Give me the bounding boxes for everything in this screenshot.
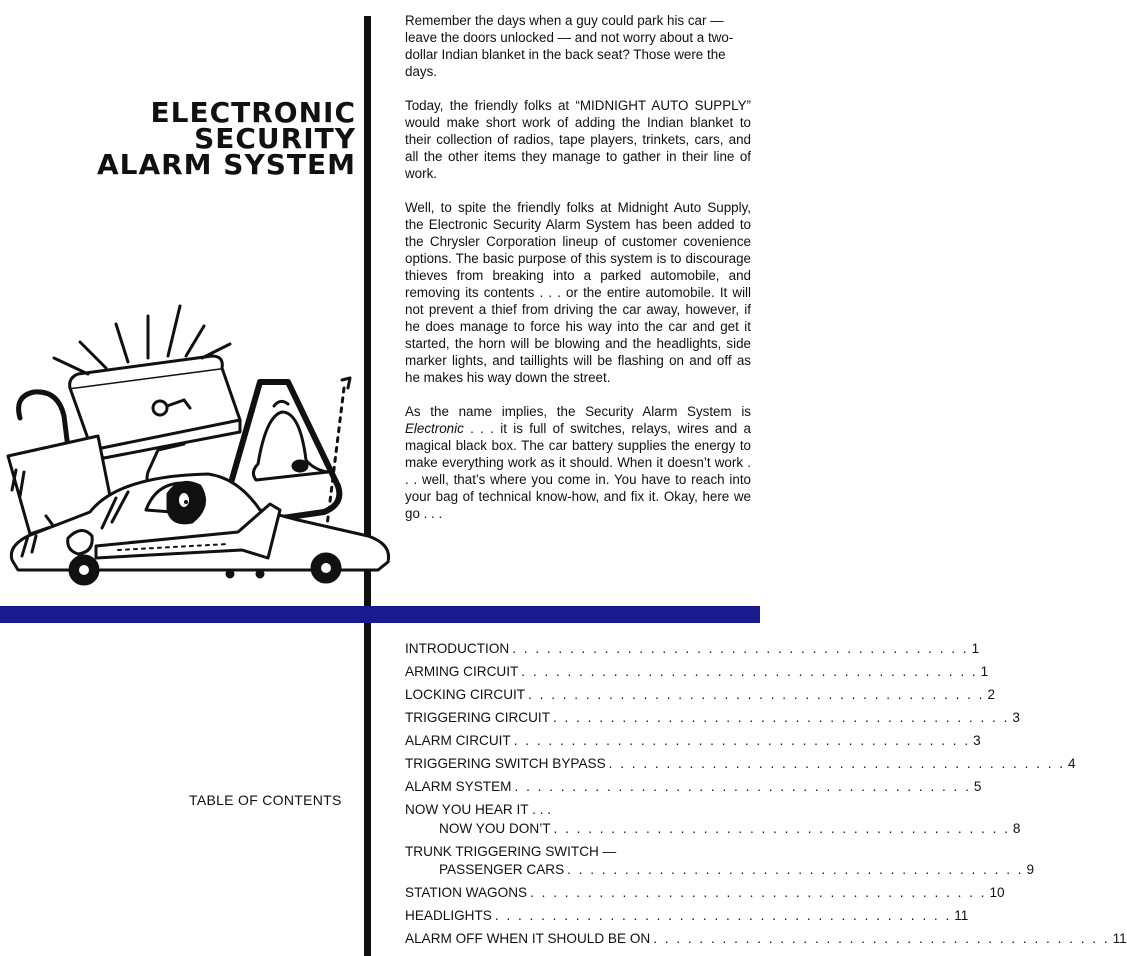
toc-row — [405, 820, 1021, 839]
toc-row — [405, 907, 969, 926]
toc-leader-dots: . . . . . . . . . . . . . . . . . . . . . . . . . . . . . . . . . . . . . . . . — [514, 779, 971, 794]
toc-page-number: 2 — [987, 687, 996, 702]
toc-leader-dots: . . . . . . . . . . . . . . . . . . . . . . . . . . . . . . . . . . . . . . . . — [521, 664, 978, 679]
toc-entry-title: ALARM OFF WHEN IT SHOULD BE ON — [405, 931, 651, 946]
toc-leader-dots: . . . . . . . . . . . . . . . . . . . . . . . . . . . . . . . . . . . . . . . . — [512, 641, 969, 656]
title-line-3: ALARM SYSTEM — [96, 148, 356, 181]
toc-leader-dots: . . . . . . . . . . . . . . . . . . . . . . . . . . . . . . . . . . . . . . . . — [567, 862, 1024, 877]
toc-row — [405, 843, 751, 862]
toc-entry — [405, 884, 1005, 903]
intro-paragraph-3: Well, to spite the friendly folks at Midnight Auto Supply, the Electronic Security Alarm System has been added to the Chrysler Corporation lineup of customer covenience options. The basic purpose of this system is to discourage thieves from breaking into a parked automobile, and removing its contents . . . or the entire automobile. It will not prevent a thief from driving the car away, however, if he does manage to force his way into the car and get it started, the horn will be blowing and the headlights, side marker lights, and taillights will be flashing on and off as he makes his way down the street. — [405, 200, 751, 385]
toc-row — [405, 930, 1127, 949]
toc-page-number: 1 — [980, 664, 989, 679]
toc-row — [405, 755, 1076, 774]
cartoon-illustration — [8, 300, 392, 600]
title-line-1: ELECTRONIC — [150, 96, 356, 129]
toc-row — [405, 663, 989, 682]
toc-page-number: 11 — [954, 908, 969, 923]
toc-entry — [405, 907, 969, 926]
toc-entry-title: ARMING CIRCUIT — [405, 664, 519, 679]
toc-entry-title: ALARM SYSTEM — [405, 779, 512, 794]
toc-entry — [405, 686, 996, 705]
toc-entry-title: ALARM CIRCUIT — [405, 733, 511, 748]
toc-row — [405, 686, 996, 705]
toc-entry — [405, 843, 1035, 880]
toc-row — [405, 709, 1020, 728]
intro-paragraph-1: Remember the days when a guy could park his car — leave the doors unlocked — and not worry about a two-dollar Indian blanket in the back seat? Those were the days. — [405, 13, 734, 79]
toc-page-number: 9 — [1026, 862, 1035, 877]
toc-page-number: 1 — [971, 641, 980, 656]
toc-heading: TABLE OF CONTENTS — [189, 792, 342, 808]
intro-paragraph-4 — [405, 403, 751, 522]
toc-leader-dots: . . . . . . . . . . . . . . . . . . . . . . . . . . . . . . . . . . . . . . . . — [553, 710, 1010, 725]
toc-entry-title: TRIGGERING SWITCH BYPASS — [405, 756, 606, 771]
toc-entry — [405, 709, 1020, 728]
intro-paragraph-4-rest: . . . it is full of switches, relays, wires and a magical black box. The car battery supplies the energy to make everything work as it should. When it doesn’t work . . . well, that’s where you come in. You have to reach into your bag of technical know-how, and fix it. Okay, here we go . . . — [405, 421, 751, 521]
intro-text — [405, 12, 751, 539]
intro-paragraph-2: Today, the friendly folks at “MIDNIGHT AUTO SUPPLY” would make short work of adding the Indian blanket to their collection of radios, tape players, trinkets, cars, and all the other items they manage to gather in their line of work. — [405, 98, 751, 181]
blue-band — [0, 606, 760, 623]
toc-entry-title: INTRODUCTION — [405, 641, 510, 656]
page-title — [96, 96, 356, 181]
intro-paragraph-4-start: As the name implies, the Security Alarm System is — [405, 404, 751, 419]
toc-row — [405, 801, 751, 820]
toc-row — [405, 640, 980, 659]
toc-entry-title: HEADLIGHTS — [405, 908, 492, 923]
toc-entry — [405, 663, 989, 682]
toc-row — [405, 778, 982, 797]
toc-entry-title: TRUNK TRIGGERING SWITCH — — [405, 843, 617, 859]
toc-entry — [405, 640, 980, 659]
toc-leader-dots: . . . . . . . . . . . . . . . . . . . . . . . . . . . . . . . . . . . . . . . . — [494, 908, 952, 923]
toc-entry — [405, 801, 1021, 838]
toc-entry-title: NOW YOU HEAR IT . . . — [405, 802, 552, 817]
toc-page-number: 8 — [1012, 820, 1021, 836]
toc-row — [405, 861, 1035, 880]
toc-entry-title: LOCKING CIRCUIT — [405, 687, 526, 702]
toc-leader-dots: . . . . . . . . . . . . . . . . . . . . . . . . . . . . . . . . . . . . . . . . — [553, 820, 1010, 836]
toc-page-number: 3 — [1012, 710, 1020, 725]
toc-entry-title: TRIGGERING CIRCUIT — [405, 710, 550, 725]
toc-entry — [405, 930, 1127, 949]
toc-entry — [405, 732, 981, 751]
toc-leader-dots: . . . . . . . . . . . . . . . . . . . . . . . . . . . . . . . . . . . . . . . . — [513, 733, 971, 748]
toc-leader-dots: . . . . . . . . . . . . . . . . . . . . . . . . . . . . . . . . . . . . . . . . — [528, 687, 985, 702]
toc-row — [405, 884, 1005, 903]
title-line-2: SECURITY — [194, 122, 356, 155]
toc-page-number: 4 — [1068, 756, 1076, 771]
toc-page-number: 5 — [973, 779, 982, 794]
table-of-contents — [405, 640, 1127, 953]
toc-page-number: 10 — [989, 885, 1005, 900]
toc-leader-dots: . . . . . . . . . . . . . . . . . . . . . . . . . . . . . . . . . . . . . . . . — [653, 931, 1110, 946]
intro-paragraph-4-emphasis: Electronic — [405, 421, 464, 436]
toc-entry — [405, 778, 982, 797]
toc-page-number: 3 — [973, 733, 981, 748]
toc-entry-title: STATION WAGONS — [405, 885, 528, 900]
toc-page-number: 11 — [1112, 931, 1127, 946]
toc-entry-title: PASSENGER CARS — [439, 862, 565, 877]
toc-entry — [405, 755, 1076, 774]
toc-leader-dots: . . . . . . . . . . . . . . . . . . . . . . . . . . . . . . . . . . . . . . . . — [530, 885, 987, 900]
toc-entry-title: NOW YOU DON’T — [439, 820, 551, 836]
toc-leader-dots: . . . . . . . . . . . . . . . . . . . . . . . . . . . . . . . . . . . . . . . . — [608, 756, 1066, 771]
toc-row — [405, 732, 981, 751]
